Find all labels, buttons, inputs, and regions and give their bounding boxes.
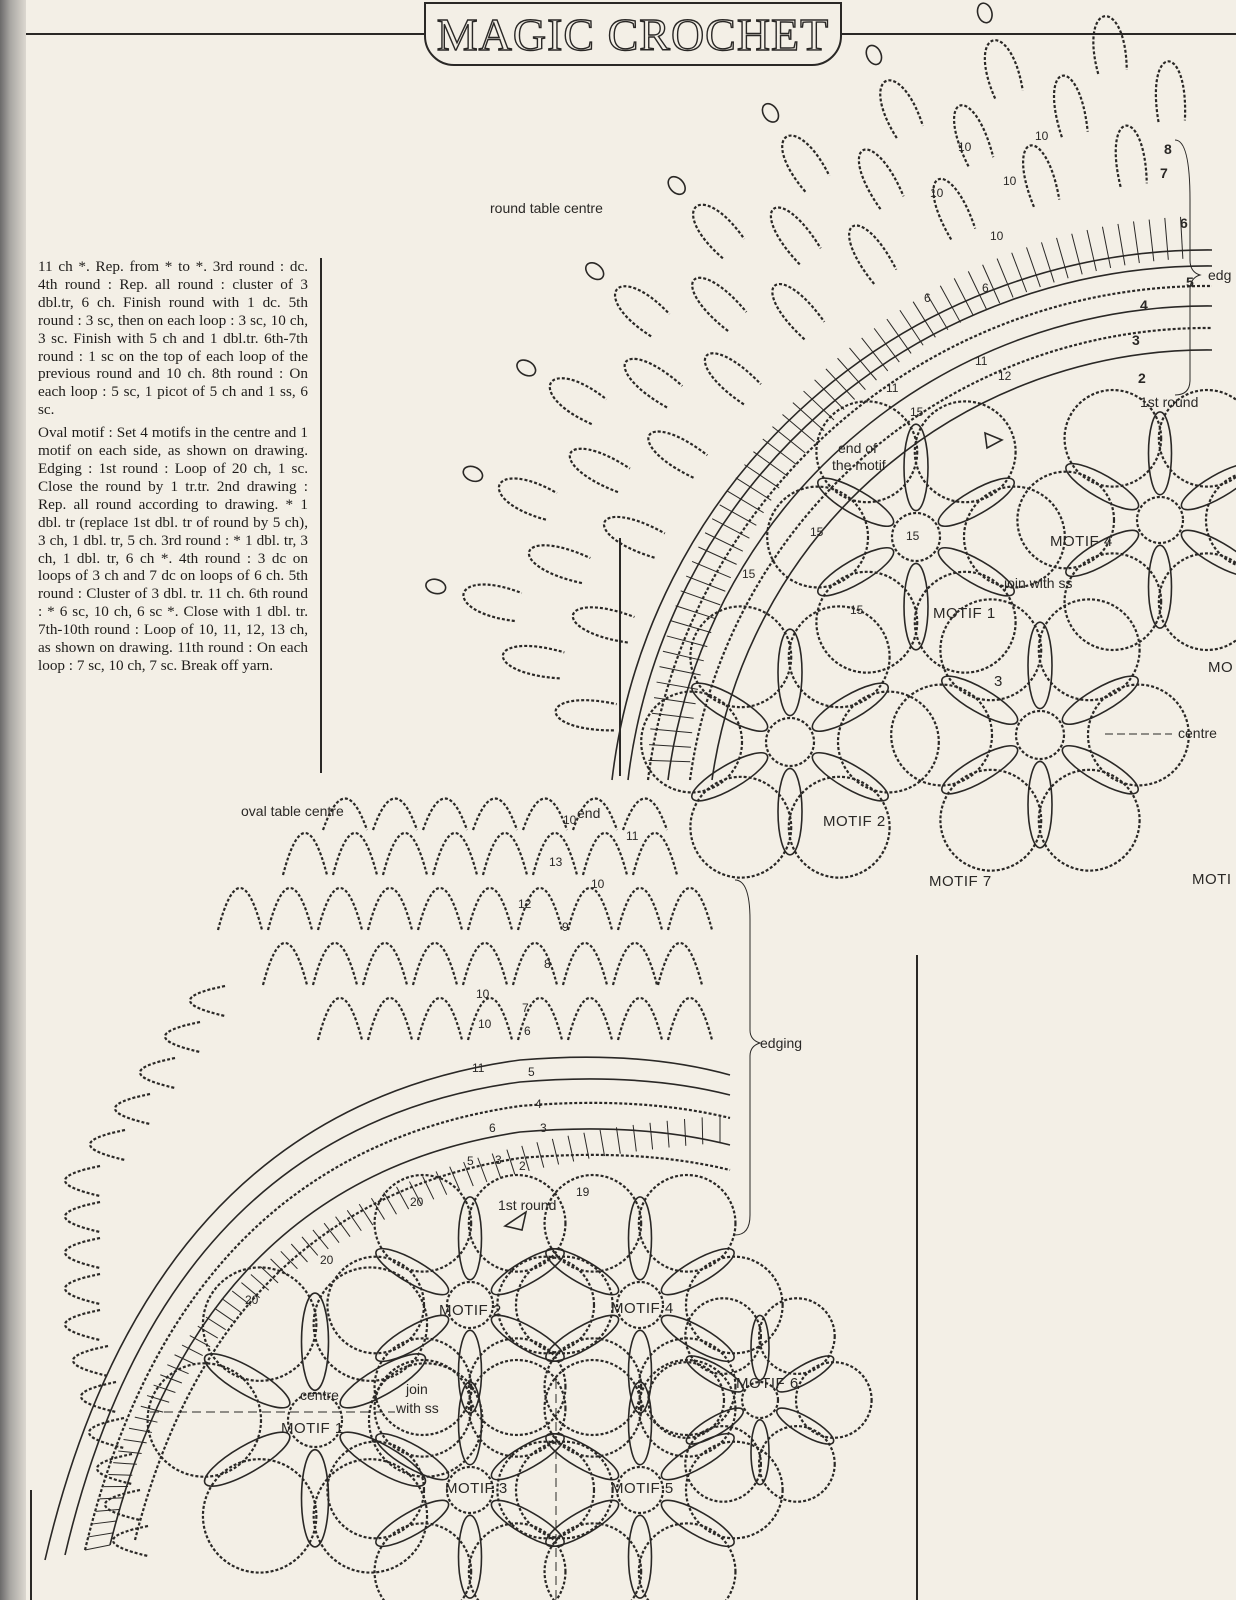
- oval-pineapple-loop: [318, 888, 362, 930]
- round-chain-loop: [849, 225, 896, 284]
- round-number-6: 6: [1180, 215, 1188, 231]
- oval-stitch-tick: [92, 1521, 117, 1524]
- oval-side-scallop: [105, 1490, 140, 1520]
- round-stitch-tick: [650, 729, 692, 733]
- round-edging-bracket: [1175, 140, 1200, 395]
- motif-petal: [486, 1493, 569, 1554]
- motif-petal: [812, 470, 899, 534]
- round-count-15a: 15: [910, 405, 924, 419]
- motif-outer-loop: [327, 1257, 424, 1354]
- round-motif-1-label: MOTIF 1: [933, 605, 996, 622]
- oval-number-5: 5: [528, 1065, 535, 1079]
- oval-count-19: 19: [576, 1185, 590, 1199]
- round-chain-loop: [550, 378, 607, 424]
- round-motif-4-label: MOTIF 4: [1050, 533, 1113, 550]
- oval-stitch-tick: [650, 1123, 653, 1150]
- motif-outer-loop: [148, 1363, 261, 1476]
- oval-pineapple-loop: [418, 888, 462, 930]
- oval-count-5: 5: [467, 1154, 474, 1168]
- oval-side-scallop: [65, 1274, 100, 1304]
- oval-count-10c: 10: [476, 987, 490, 1001]
- motif-outer-loop: [375, 1523, 472, 1600]
- oval-count-11b: 11: [472, 1061, 485, 1075]
- motif-outer-loop: [690, 777, 791, 878]
- round-count-11a: 11: [886, 381, 899, 395]
- oval-pineapple-loop: [483, 833, 527, 875]
- oval-pineapple-loop: [668, 888, 712, 930]
- round-chain-loop: [648, 432, 707, 478]
- round-chain-loop: [705, 353, 761, 404]
- round-chain-loop: [985, 40, 1023, 98]
- round-diagram: [424, 0, 1236, 890]
- oval-diagram-title: oval table centre: [241, 803, 344, 819]
- oval-side-scallop: [97, 1454, 132, 1484]
- bead-picot-icon: [759, 101, 782, 125]
- oval-pineapple-loop: [423, 799, 467, 831]
- round-chain-loop: [1116, 126, 1147, 187]
- page-title: MAGIC CROCHET: [436, 8, 830, 60]
- oval-number-4: 4: [535, 1097, 542, 1111]
- round-chain-loop: [604, 517, 665, 558]
- motif-outer-loop: [203, 1267, 316, 1380]
- oval-side-scallop: [165, 1022, 200, 1052]
- round-stitch-tick: [1149, 220, 1154, 262]
- round-count-10a: 10: [958, 140, 972, 154]
- motif-centre-ring: [766, 718, 814, 766]
- oval-stitch-tick: [423, 1176, 434, 1199]
- round-stitch-tick: [1118, 224, 1125, 265]
- round-stitch-tick: [1027, 247, 1041, 287]
- round-number-7: 7: [1160, 165, 1168, 181]
- oval-pineapple-loop: [313, 943, 357, 985]
- round-stitch-tick: [1012, 253, 1027, 292]
- motif-outer-loop: [327, 1442, 424, 1539]
- motif-outer-loop: [1088, 685, 1189, 786]
- round-chain-loop: [503, 646, 564, 678]
- motif-outer-loop: [1065, 553, 1162, 650]
- oval-stitch-tick: [251, 1275, 269, 1291]
- bead-picot-icon: [975, 1, 994, 24]
- oval-stitch-tick: [206, 1317, 226, 1330]
- motif-outer-loop: [545, 1523, 642, 1600]
- oval-stitch-tick: [507, 1150, 515, 1175]
- round-count-11b: 11: [975, 354, 988, 368]
- round-chain-loop: [625, 359, 683, 408]
- oval-pineapple-loop: [618, 888, 662, 930]
- oval-pineapple-loop: [318, 998, 362, 1040]
- oval-stitch-tick: [100, 1498, 124, 1499]
- oval-side-scallop: [140, 1058, 175, 1088]
- oval-pineapple-loop: [368, 998, 412, 1040]
- motif-outer-loop: [838, 692, 939, 793]
- round-stitch-tick: [676, 606, 716, 619]
- round-count-10c: 10: [930, 186, 944, 200]
- round-stitch-tick: [900, 310, 923, 345]
- round-chain-loop: [556, 700, 617, 730]
- motif-outer-loop: [639, 1523, 736, 1600]
- round-start-marker-icon: [985, 433, 1002, 448]
- oval-side-scallop: [73, 1346, 108, 1376]
- oval-edging-bracket: [735, 880, 760, 1235]
- oval-stitch-tick: [616, 1127, 620, 1153]
- bead-picot-icon: [863, 43, 884, 67]
- round-chain-loop: [1023, 145, 1059, 207]
- round-chain-loop: [692, 278, 746, 331]
- motif-outer-loop: [685, 1426, 761, 1502]
- oval-stitch-tick: [633, 1125, 636, 1151]
- round-chain-loop: [1156, 61, 1185, 122]
- oval-pineapple-loop: [523, 799, 567, 831]
- motif-outer-loop: [639, 1175, 736, 1272]
- oval-stitch-tick: [313, 1230, 328, 1249]
- oval-side-scallop: [65, 1238, 100, 1268]
- round-chain-loop: [782, 136, 829, 192]
- round-number-5: 5: [1186, 274, 1194, 290]
- oval-end-label: end: [577, 805, 601, 821]
- round-motif-2-label: MOTIF 2: [823, 813, 886, 830]
- round-stitch-tick: [913, 302, 935, 338]
- round-count-15c: 15: [810, 525, 824, 539]
- oval-edging-label: edging: [760, 1035, 803, 1051]
- oval-pineapple-loop: [418, 998, 462, 1040]
- motif-outer-loop: [940, 770, 1041, 871]
- round-stitch-tick: [1087, 230, 1096, 271]
- instructions-paragraph-1: 11 ch *. Rep. from * to *. 3rd round : dc. 4th round : Rep. all round : cluster of 3 dbl.tr, 6 ch. Finish round with 1 dc. 5th round : 3 sc, then on each loop : 3 sc, 10 ch, 3 sc. Finish with 5 ch and 1 dbl.tr. 6th-7th round : 1 sc on the top of each loop of the previous round and 10 ch. 8th round : On each loop : 5 sc, 1 picot of 5 ch and 1 ss, 6 sc.: [38, 258, 308, 419]
- round-number-2: 2: [1138, 370, 1146, 386]
- oval-count-10b: 10: [591, 877, 605, 891]
- motif-outer-loop: [759, 1426, 835, 1502]
- motif-outer-loop: [796, 1362, 872, 1438]
- oval-pineapple-loop: [613, 943, 657, 985]
- oval-side-scallop: [65, 1166, 100, 1196]
- round-motif-4: [1017, 390, 1236, 650]
- round-count-6b: 6: [982, 281, 989, 295]
- oval-pineapple-loop: [333, 833, 377, 875]
- round-chain-loop: [1093, 16, 1126, 74]
- oval-pineapple-loop: [413, 943, 457, 985]
- round-stitch-tick: [652, 713, 694, 718]
- oval-pineapple-loop: [468, 888, 512, 930]
- round-stitch-tick: [648, 760, 690, 761]
- round-stitch-tick: [654, 698, 696, 704]
- oval-pineapple-loop: [618, 998, 662, 1040]
- round-stitch-tick: [763, 439, 796, 464]
- round-stitch-tick: [663, 651, 704, 661]
- round-chain-loop: [570, 449, 630, 492]
- oval-number-3: 3: [540, 1121, 547, 1135]
- oval-stitch-tick: [135, 1417, 158, 1422]
- round-band-6: [712, 350, 1212, 780]
- motif-outer-loop: [375, 1175, 472, 1272]
- oval-pineapple-loop: [633, 833, 677, 875]
- round-chain-loop: [880, 80, 923, 138]
- oval-stitch-tick: [214, 1308, 233, 1321]
- bead-picot-icon: [424, 577, 447, 595]
- round-count-15e: 15: [742, 567, 756, 581]
- motif-outer-loop: [203, 1459, 316, 1572]
- oval-diagram: [45, 799, 872, 1600]
- oval-stitch-tick: [552, 1139, 558, 1165]
- round-motif-3-number: 3: [994, 673, 1003, 690]
- oval-motif-6: [648, 1298, 871, 1501]
- bead-picot-icon: [665, 173, 689, 197]
- motif-petal: [904, 563, 928, 649]
- round-stitch-tick: [1102, 227, 1110, 268]
- oval-side-scallop: [65, 1202, 100, 1232]
- oval-count-3: 3: [495, 1153, 502, 1167]
- bead-picot-icon: [461, 464, 485, 485]
- round-count-15d: 15: [850, 603, 864, 617]
- motif-outer-loop: [915, 401, 1016, 502]
- round-stitch-tick: [667, 636, 708, 647]
- round-motif-8-label: MOTI: [1192, 871, 1232, 888]
- round-stitch-tick: [1072, 234, 1082, 275]
- round-centre-label: centre: [1178, 725, 1217, 741]
- round-flower-motifs: [641, 390, 1236, 878]
- oval-stitch-tick: [568, 1136, 574, 1162]
- round-stitch-tick: [793, 403, 824, 431]
- oval-stitch-tick: [281, 1251, 298, 1268]
- round-number-4: 4: [1140, 297, 1148, 313]
- oval-pineapple-loop: [568, 888, 612, 930]
- oval-count-20c: 20: [245, 1293, 259, 1307]
- round-stitch-tick: [744, 465, 779, 488]
- round-count-6a: 6: [924, 291, 931, 305]
- motif-petal: [778, 768, 802, 854]
- round-first-round-label: 1st round: [1140, 394, 1199, 410]
- join-with-ss-label: join with ss: [1004, 575, 1073, 591]
- motif-outer-loop: [690, 606, 791, 707]
- oval-side-scallop: [89, 1418, 124, 1448]
- round-chain-loop: [859, 150, 904, 210]
- motif-outer-loop: [1039, 770, 1140, 871]
- oval-number-2: 2: [519, 1159, 526, 1173]
- oval-motif-2-label: MOTIF 2: [439, 1302, 502, 1319]
- round-stitch-tick: [954, 278, 973, 315]
- motif-outer-loop: [314, 1459, 427, 1572]
- oval-pineapple-loop: [463, 943, 507, 985]
- oval-side-scallop: [65, 1310, 100, 1340]
- motif-centre-ring: [1137, 497, 1183, 543]
- oval-start-marker-icon: [505, 1212, 526, 1230]
- oval-pineapple-loop: [268, 888, 312, 930]
- motif-outer-loop: [1039, 599, 1140, 700]
- round-motif-5-label: MO: [1208, 659, 1234, 676]
- round-stitch-tick: [1041, 242, 1054, 282]
- round-motif-3: [891, 599, 1189, 870]
- round-outer-scallops: [424, 0, 1126, 621]
- round-motif-2: [641, 606, 939, 877]
- round-stitch-tick: [1057, 238, 1069, 278]
- oval-number-9: 9: [562, 920, 569, 934]
- oval-motif-3-label: MOTIF 3: [445, 1480, 508, 1497]
- oval-count-11a: 11: [626, 829, 639, 843]
- round-stitch-tick: [686, 576, 725, 591]
- oval-join-label: join with ss: [396, 1381, 439, 1416]
- oval-stitch-tick: [684, 1119, 685, 1146]
- oval-side-scallop: [90, 1130, 125, 1160]
- round-chain-loop: [499, 478, 557, 519]
- round-count-10d: 10: [1003, 174, 1017, 188]
- round-chain-loop: [615, 286, 669, 336]
- motif-petal: [933, 470, 1020, 534]
- motif-outer-loop: [816, 572, 917, 673]
- oval-pineapple-loop: [363, 943, 407, 985]
- oval-stitch-tick: [85, 1545, 110, 1550]
- oval-stitch-tick: [108, 1475, 132, 1476]
- round-stitch-tick: [753, 452, 787, 476]
- round-chain-loop: [573, 607, 635, 642]
- round-chain-loop: [771, 207, 821, 264]
- instructions-paragraph-2: Oval motif : Set 4 motifs in the centre and 1 motif on each side, as shown on drawing. Edging : 1st round : Loop of 20 ch, 1 sc. Close the round by 1 tr.tr. 2nd drawing : Rep. all round according to drawing. * 1 dbl. tr (replace 1st dbl. tr of round by 5 ch), 3 ch, 1 dbl. tr, 5 ch. 3rd round : * 1 dbl. tr, 3 ch, 1 dbl. tr, 6 ch *. 4th round : 3 dc on loops of 3 ch and 7 dc on loops of 6 ch. 5th round : Cluster of 3 dbl. tr. 11 ch. 6th round : * 6 sc, 10 ch, 6 sc *. Close with 1 dbl. tr. 7th-10th round : Loop of 10, 11, 12, 13 ch, as shown on drawing. 11th round : On each loop : 7 sc, 10 ch, 7 sc. Break off yarn.: [38, 424, 308, 674]
- oval-stitch-tick: [113, 1463, 137, 1465]
- oval-stitch-tick: [223, 1299, 242, 1313]
- oval-stitch-tick: [198, 1326, 218, 1338]
- motif-outer-loop: [891, 685, 992, 786]
- motif-petal: [936, 668, 1023, 732]
- oval-number-8: 8: [544, 957, 551, 971]
- motif-outer-loop: [641, 692, 742, 793]
- motif-petal: [486, 1241, 569, 1302]
- motif-outer-loop: [469, 1523, 566, 1600]
- motif-petal: [1028, 761, 1052, 847]
- oval-pineapple-loop: [568, 998, 612, 1040]
- oval-stitch-tick: [88, 1533, 113, 1537]
- oval-pineapple-loop: [263, 943, 307, 985]
- oval-centre-label: centre: [300, 1387, 339, 1403]
- oval-pineapple-loop: [563, 943, 607, 985]
- oval-pineapple-loop: [583, 833, 627, 875]
- bead-picot-icon: [583, 259, 607, 283]
- oval-count-10d: 10: [478, 1017, 492, 1031]
- oval-count-10a: 10: [563, 813, 577, 827]
- oval-side-scallop: [190, 986, 225, 1016]
- round-stitch-tick: [782, 414, 814, 441]
- round-stitch-tick: [736, 478, 771, 501]
- motif-centre-ring: [1016, 711, 1064, 759]
- round-band-5: [690, 328, 1212, 780]
- motif-petal: [656, 1241, 739, 1302]
- oval-side-scallop: [113, 1526, 148, 1556]
- oval-pineapple-loop: [623, 799, 667, 831]
- oval-pineapple-loop: [218, 888, 262, 930]
- oval-side-scallop: [81, 1382, 116, 1412]
- oval-pineapple-loop: [473, 799, 517, 831]
- oval-count-20a: 20: [410, 1195, 424, 1209]
- oval-pineapple-loop: [668, 998, 712, 1040]
- oval-stitch-tick: [600, 1130, 604, 1156]
- round-stitch-tick: [1165, 218, 1169, 260]
- round-number-3: 3: [1132, 332, 1140, 348]
- oval-count-12: 12: [518, 897, 532, 911]
- round-motif-7-label: MOTIF 7: [929, 873, 992, 890]
- motif-petal: [1057, 668, 1144, 732]
- end-of-motif-label: end of the motif: [832, 440, 886, 473]
- round-number-8: 8: [1164, 141, 1172, 157]
- oval-count-6: 6: [489, 1121, 496, 1135]
- oval-pineapple-loop: [373, 799, 417, 831]
- oval-motif-4-label: MOTIF 4: [611, 1300, 674, 1317]
- motif-outer-loop: [1017, 472, 1114, 569]
- motif-outer-loop: [915, 572, 1016, 673]
- oval-pineapple-loop: [383, 833, 427, 875]
- motif-petal: [807, 675, 894, 739]
- round-chain-loop: [772, 284, 824, 339]
- oval-pineapple-loop: [283, 833, 327, 875]
- motif-petal: [198, 1345, 296, 1417]
- oval-count-20b: 20: [320, 1253, 334, 1267]
- oval-number-7: 7: [522, 1001, 529, 1015]
- round-stitch-tick: [692, 561, 731, 577]
- oval-number-6: 6: [524, 1024, 531, 1038]
- oval-stitch-tick: [175, 1355, 196, 1365]
- round-stitch-tick: [997, 259, 1013, 298]
- oval-motif-6-label: MOTIF 6: [736, 1375, 799, 1392]
- round-stitch-tick: [649, 745, 691, 748]
- oval-first-round-label: 1st round: [498, 1197, 557, 1213]
- oval-pineapple-loop: [368, 888, 412, 930]
- oval-stitch-tick: [478, 1158, 487, 1182]
- round-diagram-title: round table centre: [490, 200, 603, 216]
- oval-stitch-tick: [702, 1117, 703, 1144]
- round-stitch-tick: [862, 338, 888, 371]
- oval-motif-5-label: MOTIF 5: [611, 1480, 674, 1497]
- bead-picot-icon: [514, 357, 538, 379]
- round-chain-loop: [463, 584, 521, 621]
- round-chain-loop: [954, 105, 993, 166]
- round-inner-loops: [503, 61, 1185, 730]
- round-count-12: 12: [998, 369, 1012, 383]
- oval-side-scallop: [115, 1094, 150, 1124]
- round-chain-loop: [693, 205, 744, 259]
- motif-petal: [302, 1293, 329, 1390]
- round-chain-loop: [529, 545, 590, 583]
- oval-pineapple-loop: [658, 943, 702, 985]
- motif-outer-loop: [789, 606, 890, 707]
- motif-outer-loop: [685, 1298, 761, 1374]
- oval-count-13: 13: [549, 855, 563, 869]
- round-stitch-tick: [1134, 221, 1140, 263]
- motif-petal: [486, 1426, 569, 1487]
- round-count-15b: 15: [906, 529, 920, 543]
- oval-stitch-tick: [537, 1142, 544, 1167]
- oval-motif-1-label: MOTIF 1: [281, 1420, 344, 1437]
- oval-stitch-tick: [384, 1192, 397, 1214]
- oval-pineapple-loop: [433, 833, 477, 875]
- round-chain-loop: [1054, 76, 1088, 138]
- round-stitch-tick: [874, 328, 899, 362]
- round-edging-label: edg: [1208, 267, 1232, 283]
- round-stitch-tick: [887, 319, 911, 353]
- round-count-10b: 10: [1035, 129, 1049, 143]
- round-count-10e: 10: [990, 229, 1004, 243]
- oval-stitch-tick: [141, 1406, 163, 1412]
